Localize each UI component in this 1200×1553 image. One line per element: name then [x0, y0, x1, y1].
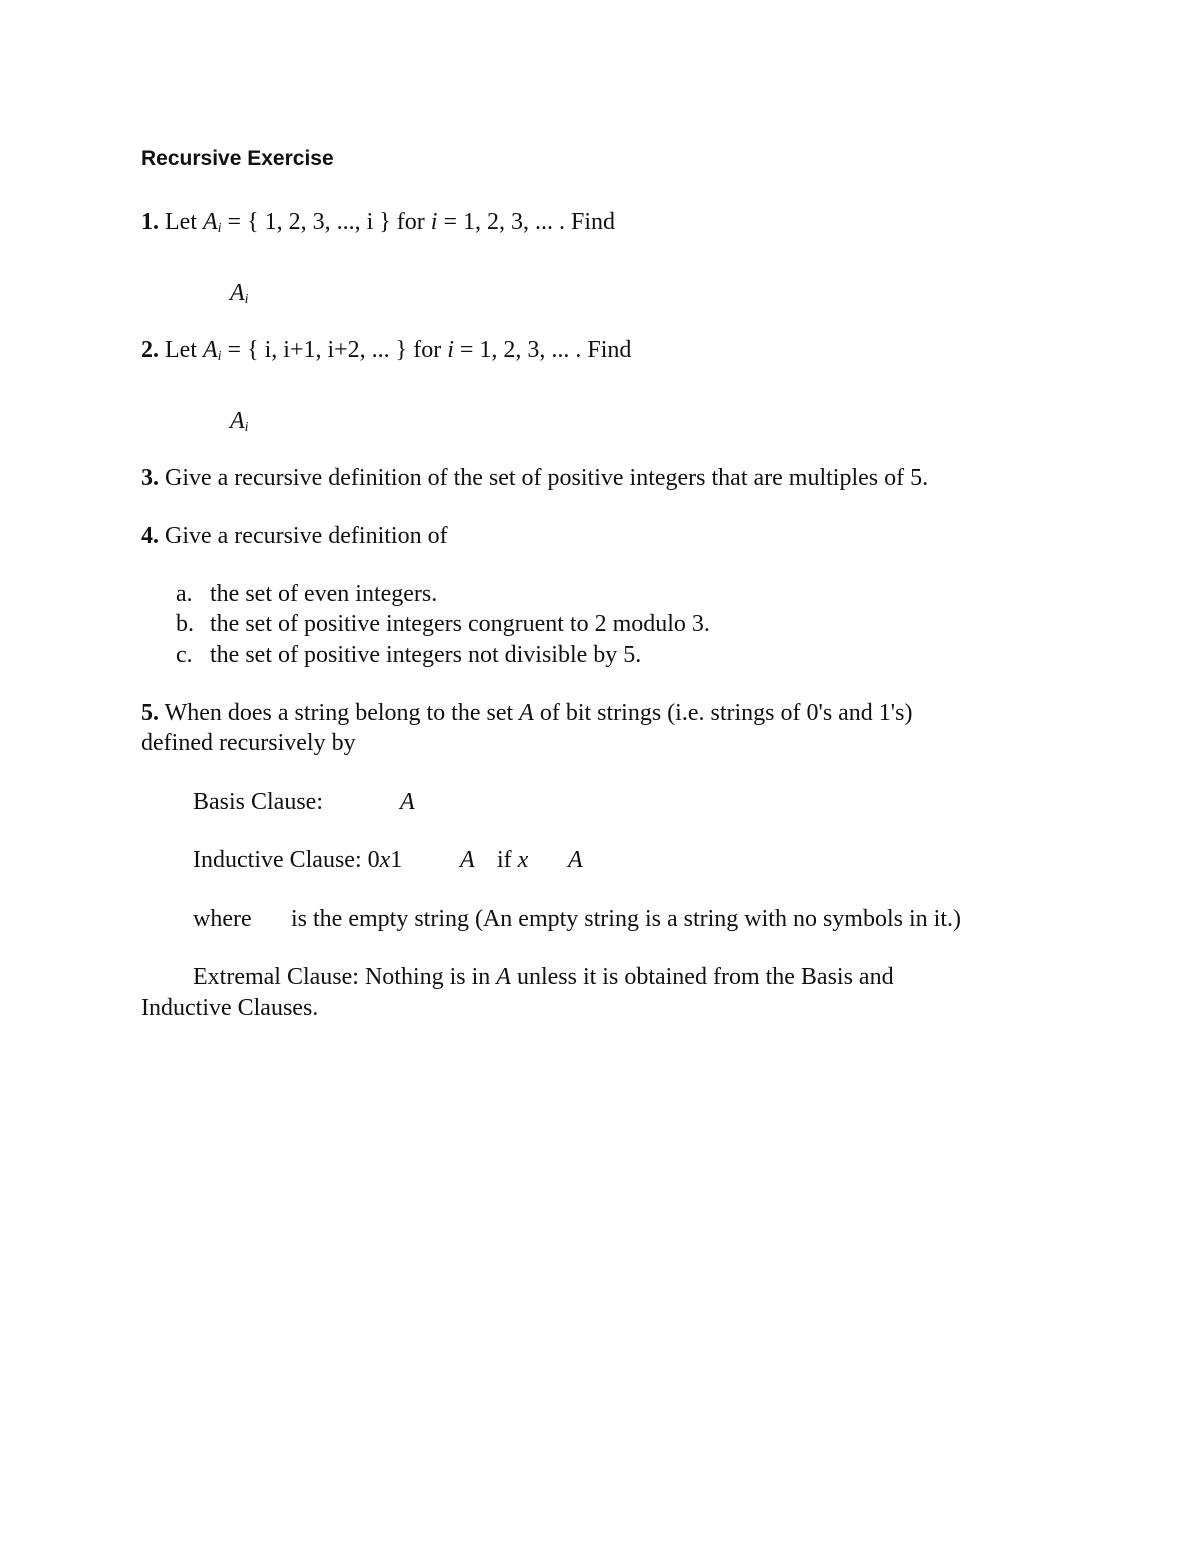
where-text: is the empty string (An empty string is a string with no symbols in it.)	[291, 906, 961, 932]
question-1-expression: $A_i$	[230, 280, 249, 307]
question-3-number: 3.	[141, 465, 159, 491]
question-2: 2. Let $A_i$ = { i, i+1, i+2, ... } for i = 1, 2, 3, ... . Find	[141, 337, 632, 364]
where-label: where	[193, 906, 252, 932]
basis-clause-label: Basis Clause:	[193, 789, 323, 815]
question-1-number: 1.	[141, 209, 159, 235]
set-symbol: A	[202, 337, 218, 363]
question-4-number: 4.	[141, 523, 159, 549]
question-4: 4. Give a recursive definition of	[141, 523, 448, 549]
question-2-number: 2.	[141, 337, 159, 363]
question-3: 3. Give a recursive definition of the set of positive integers that are multiples of 5.	[141, 465, 929, 491]
inductive-clause-condition: if x	[497, 847, 529, 873]
inductive-clause-set: A	[460, 847, 475, 873]
question-5-continued: defined recursively by	[141, 730, 356, 756]
list-item: a. the set of even integers.	[176, 581, 438, 607]
question-1: 1. Let $A_i$ = { 1, 2, 3, ..., i } for i = 1, 2, 3, ... . Find	[141, 209, 616, 236]
inductive-clause-set-2: A	[568, 847, 583, 873]
extremal-clause: Extremal Clause: Nothing is in A unless it is obtained from the Basis and	[193, 964, 894, 990]
question-5: 5. When does a string belong to the set A of bit strings (i.e. strings of 0's and 1's)	[141, 700, 913, 726]
list-item: c. the set of positive integers not divisible by 5.	[176, 642, 642, 668]
inductive-clause: Inductive Clause: 0x1	[193, 847, 403, 873]
extremal-clause-continued: Inductive Clauses.	[141, 995, 319, 1021]
question-2-expression: $A_i$	[230, 408, 249, 435]
document-title: Recursive Exercise	[141, 147, 334, 170]
question-5-number: 5.	[141, 700, 159, 726]
set-symbol: A	[202, 209, 218, 235]
list-item: b. the set of positive integers congruent to 2 modulo 3.	[176, 611, 710, 637]
basis-clause-set: A	[400, 789, 415, 815]
